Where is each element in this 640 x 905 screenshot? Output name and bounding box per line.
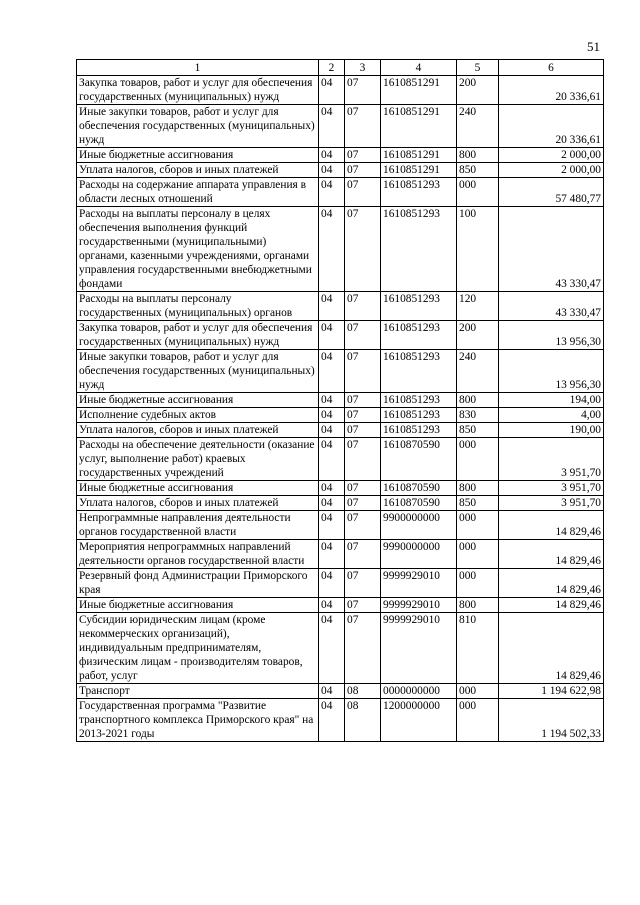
section-code-cell: 04 [319,350,345,393]
amount-cell: 3 951,70 [499,481,604,496]
subsection-code-cell: 07 [345,438,381,481]
target-article-cell: 9999929010 [381,569,457,598]
section-code-cell: 04 [319,699,345,742]
table-row [77,496,604,511]
page-number: 51 [587,39,600,54]
subsection-code-cell: 07 [345,569,381,598]
expense-type-cell: 800 [457,393,499,408]
subsection-code-cell: 07 [345,207,381,292]
item-name-cell: Уплата налогов, сборов и иных платежей [77,496,319,511]
item-name-cell: Субсидии юридическим лицам (кроме некоммерческих организаций), индивидуальным предпринимателям, физическим лицам - производителям товаров, работ, услуг [77,613,319,684]
amount-cell: 4,00 [499,408,604,423]
expense-type-cell: 850 [457,163,499,178]
target-article-cell: 9999929010 [381,613,457,684]
table-row [77,105,604,148]
target-article-cell: 1610851293 [381,207,457,292]
header-cell-6: 6 [499,60,604,76]
item-name-cell: Расходы на содержание аппарата управления в области лесных отношений [77,178,319,207]
table-header [77,60,604,76]
expense-type-cell: 000 [457,684,499,699]
target-article-cell: 1610851291 [381,76,457,105]
target-article-cell: 1610851293 [381,178,457,207]
amount-cell: 14 829,46 [499,511,604,540]
target-article-cell: 9990000000 [381,540,457,569]
expense-type-cell: 850 [457,496,499,511]
target-article-cell: 1200000000 [381,699,457,742]
amount-cell: 1 194 622,98 [499,684,604,699]
target-article-cell: 1610851293 [381,292,457,321]
header-cell-1: 1 [77,60,319,76]
table-row [77,292,604,321]
amount-cell: 57 480,77 [499,178,604,207]
item-name-cell: Исполнение судебных актов [77,408,319,423]
table-row [77,163,604,178]
target-article-cell: 1610851293 [381,350,457,393]
subsection-code-cell: 07 [345,178,381,207]
amount-cell: 3 951,70 [499,438,604,481]
table-row [77,569,604,598]
header-cell-3: 3 [345,60,381,76]
section-code-cell: 04 [319,207,345,292]
amount-cell: 14 829,46 [499,613,604,684]
amount-cell: 2 000,00 [499,148,604,163]
subsection-code-cell: 07 [345,408,381,423]
expense-type-cell: 240 [457,105,499,148]
section-code-cell: 04 [319,178,345,207]
subsection-code-cell: 08 [345,699,381,742]
item-name-cell: Иные бюджетные ассигнования [77,598,319,613]
table-row [77,438,604,481]
section-code-cell: 04 [319,148,345,163]
item-name-cell: Иные бюджетные ассигнования [77,393,319,408]
header-cell-5: 5 [457,60,499,76]
amount-cell: 194,00 [499,393,604,408]
expense-type-cell: 240 [457,350,499,393]
table-row [77,350,604,393]
section-code-cell: 04 [319,613,345,684]
section-code-cell: 04 [319,76,345,105]
subsection-code-cell: 07 [345,496,381,511]
section-code-cell: 04 [319,105,345,148]
target-article-cell: 1610851291 [381,163,457,178]
item-name-cell: Государственная программа "Развитие транспортного комплекса Приморского края" на 2013-2021 годы [77,699,319,742]
item-name-cell: Транспорт [77,684,319,699]
section-code-cell: 04 [319,496,345,511]
item-name-cell: Закупка товаров, работ и услуг для обеспечения государственных (муниципальных) нужд [77,321,319,350]
item-name-cell: Расходы на выплаты персоналу государственных (муниципальных) органов [77,292,319,321]
expense-type-cell: 000 [457,178,499,207]
table-row [77,178,604,207]
expense-type-cell: 830 [457,408,499,423]
expense-type-cell: 800 [457,481,499,496]
item-name-cell: Расходы на выплаты персоналу в целях обеспечения выполнения функций государственными (муниципальными) органами, казенными учреждениями, органами управления государственными внебюджетными фондами [77,207,319,292]
expense-type-cell: 000 [457,438,499,481]
table-body [77,76,604,742]
subsection-code-cell: 07 [345,105,381,148]
table-row [77,613,604,684]
item-name-cell: Иные закупки товаров, работ и услуг для обеспечения государственных (муниципальных) нужд [77,105,319,148]
target-article-cell: 1610851293 [381,408,457,423]
target-article-cell: 1610870590 [381,438,457,481]
section-code-cell: 04 [319,321,345,350]
expense-type-cell: 120 [457,292,499,321]
item-name-cell: Уплата налогов, сборов и иных платежей [77,423,319,438]
subsection-code-cell: 07 [345,321,381,350]
item-name-cell: Иные бюджетные ассигнования [77,481,319,496]
amount-cell: 43 330,47 [499,292,604,321]
amount-cell: 3 951,70 [499,496,604,511]
subsection-code-cell: 07 [345,163,381,178]
amount-cell: 1 194 502,33 [499,699,604,742]
table-row [77,148,604,163]
subsection-code-cell: 07 [345,540,381,569]
table-row [77,76,604,105]
amount-cell: 43 330,47 [499,207,604,292]
target-article-cell: 1610851293 [381,321,457,350]
subsection-code-cell: 07 [345,76,381,105]
subsection-code-cell: 07 [345,598,381,613]
table-row [77,423,604,438]
item-name-cell: Иные бюджетные ассигнования [77,148,319,163]
target-article-cell: 1610851291 [381,105,457,148]
subsection-code-cell: 07 [345,292,381,321]
table-row [77,321,604,350]
target-article-cell: 9900000000 [381,511,457,540]
table-row [77,511,604,540]
subsection-code-cell: 07 [345,423,381,438]
expense-type-cell: 000 [457,569,499,598]
item-name-cell: Мероприятия непрограммных направлений деятельности органов государственной власти [77,540,319,569]
amount-cell: 14 829,46 [499,540,604,569]
table-row [77,408,604,423]
section-code-cell: 04 [319,511,345,540]
section-code-cell: 04 [319,540,345,569]
amount-cell: 20 336,61 [499,76,604,105]
subsection-code-cell: 07 [345,350,381,393]
table-row [77,481,604,496]
subsection-code-cell: 07 [345,393,381,408]
header-cell-4: 4 [381,60,457,76]
section-code-cell: 04 [319,423,345,438]
item-name-cell: Расходы на обеспечение деятельности (оказание услуг, выполнение работ) краевых государственных учреждений [77,438,319,481]
section-code-cell: 04 [319,408,345,423]
section-code-cell: 04 [319,163,345,178]
section-code-cell: 04 [319,292,345,321]
section-code-cell: 04 [319,438,345,481]
subsection-code-cell: 08 [345,684,381,699]
target-article-cell: 1610851293 [381,423,457,438]
target-article-cell: 0000000000 [381,684,457,699]
header-cell-2: 2 [319,60,345,76]
amount-cell: 20 336,61 [499,105,604,148]
amount-cell: 14 829,46 [499,598,604,613]
section-code-cell: 04 [319,481,345,496]
expense-type-cell: 800 [457,148,499,163]
subsection-code-cell: 07 [345,511,381,540]
item-name-cell: Иные закупки товаров, работ и услуг для обеспечения государственных (муниципальных) нужд [77,350,319,393]
table-row [77,684,604,699]
expense-type-cell: 000 [457,699,499,742]
section-code-cell: 04 [319,569,345,598]
expense-type-cell: 200 [457,321,499,350]
expense-type-cell: 850 [457,423,499,438]
amount-cell: 190,00 [499,423,604,438]
table-row [77,540,604,569]
table-row [77,393,604,408]
budget-table [76,59,604,742]
item-name-cell: Закупка товаров, работ и услуг для обеспечения государственных (муниципальных) нужд [77,76,319,105]
expense-type-cell: 000 [457,511,499,540]
target-article-cell: 1610851293 [381,393,457,408]
header-row [77,60,604,76]
subsection-code-cell: 07 [345,613,381,684]
expense-type-cell: 810 [457,613,499,684]
section-code-cell: 04 [319,393,345,408]
subsection-code-cell: 07 [345,481,381,496]
table-row [77,699,604,742]
amount-cell: 13 956,30 [499,321,604,350]
target-article-cell: 9999929010 [381,598,457,613]
amount-cell: 14 829,46 [499,569,604,598]
table-row [77,598,604,613]
expense-type-cell: 800 [457,598,499,613]
expense-type-cell: 200 [457,76,499,105]
item-name-cell: Резервный фонд Администрации Приморского края [77,569,319,598]
table-row [77,207,604,292]
amount-cell: 2 000,00 [499,163,604,178]
subsection-code-cell: 07 [345,148,381,163]
target-article-cell: 1610870590 [381,481,457,496]
target-article-cell: 1610870590 [381,496,457,511]
item-name-cell: Непрограммные направления деятельности органов государственной власти [77,511,319,540]
target-article-cell: 1610851291 [381,148,457,163]
section-code-cell: 04 [319,598,345,613]
expense-type-cell: 100 [457,207,499,292]
expense-type-cell: 000 [457,540,499,569]
section-code-cell: 04 [319,684,345,699]
item-name-cell: Уплата налогов, сборов и иных платежей [77,163,319,178]
amount-cell: 13 956,30 [499,350,604,393]
